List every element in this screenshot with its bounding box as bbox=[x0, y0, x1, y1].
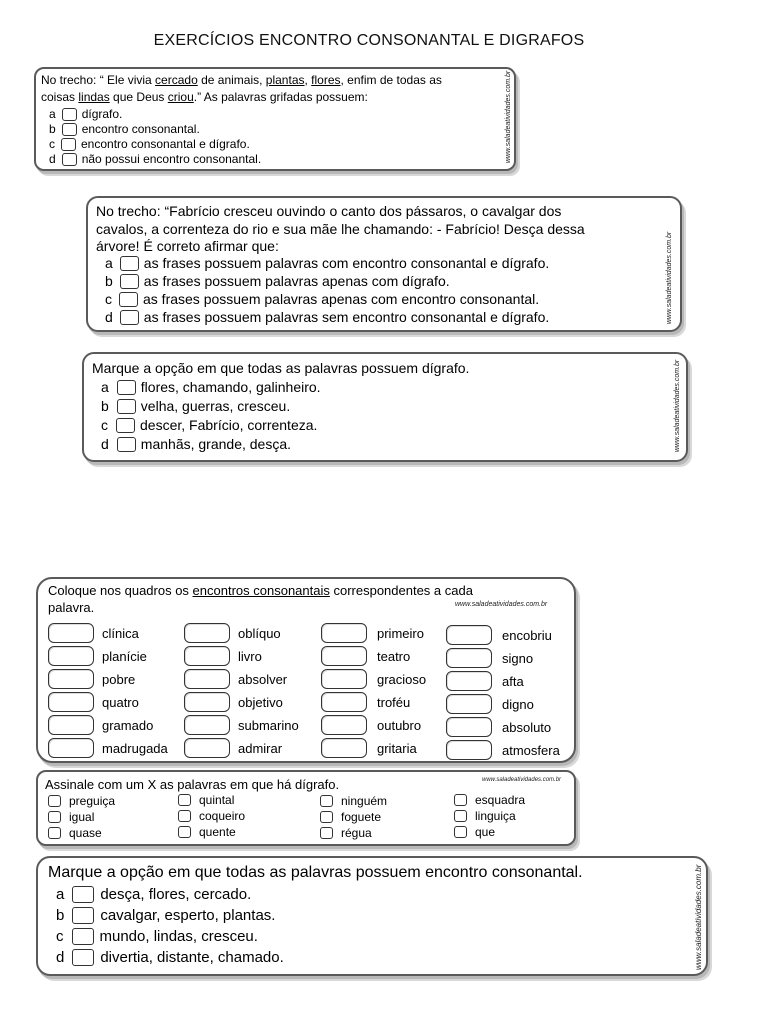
q6-option-c[interactable] bbox=[56, 928, 258, 945]
word-label: foguete bbox=[341, 810, 382, 824]
word-row bbox=[454, 793, 525, 807]
q1-word-cercado: cercado bbox=[155, 73, 198, 87]
word-row bbox=[446, 671, 524, 691]
answer-box[interactable] bbox=[446, 694, 492, 714]
watermark: www.saladeatividades.com.br bbox=[666, 231, 673, 324]
q3-option-d[interactable] bbox=[101, 436, 291, 452]
option-text: não possui encontro consonantal. bbox=[81, 152, 262, 166]
option-text: mundo, lindas, cresceu. bbox=[99, 928, 258, 945]
q1-line-2 bbox=[41, 90, 368, 104]
answer-box[interactable] bbox=[446, 671, 492, 691]
q3-option-a[interactable] bbox=[101, 379, 321, 395]
word-row bbox=[48, 810, 94, 824]
word-label: objetivo bbox=[238, 694, 283, 710]
answer-checkbox[interactable] bbox=[120, 256, 139, 271]
word-row bbox=[184, 692, 283, 712]
answer-checkbox[interactable] bbox=[72, 886, 94, 903]
word-label: pobre bbox=[102, 671, 136, 687]
option-letter: b bbox=[105, 273, 113, 289]
answer-box[interactable] bbox=[446, 625, 492, 645]
word-label: ninguém bbox=[341, 794, 388, 808]
q4-prompt-line-1 bbox=[48, 583, 473, 598]
option-letter: a bbox=[105, 255, 113, 271]
word-row bbox=[48, 623, 139, 643]
option-letter: b bbox=[49, 122, 56, 136]
answer-box[interactable] bbox=[184, 715, 230, 735]
word-label: madrugada bbox=[102, 740, 168, 756]
answer-checkbox[interactable] bbox=[48, 827, 61, 839]
word-label: gramado bbox=[102, 717, 154, 733]
q2-line-3: árvore! É correto afirmar que: bbox=[96, 238, 279, 254]
q1-line-1 bbox=[41, 73, 442, 87]
word-label: troféu bbox=[377, 694, 411, 710]
q4-text: correspondentes a cada bbox=[329, 583, 473, 598]
answer-checkbox[interactable] bbox=[62, 108, 77, 121]
word-row bbox=[321, 623, 424, 643]
word-row bbox=[48, 692, 139, 712]
word-row bbox=[446, 648, 533, 668]
answer-checkbox[interactable] bbox=[48, 811, 61, 823]
option-text: descer, Fabrício, correnteza. bbox=[140, 417, 318, 433]
option-letter: a bbox=[56, 886, 65, 903]
word-label: clínica bbox=[102, 625, 139, 641]
answer-box[interactable] bbox=[446, 648, 492, 668]
q4-prompt-line-2: palavra. bbox=[48, 600, 95, 615]
option-text: flores, chamando, galinheiro. bbox=[140, 379, 321, 395]
answer-checkbox[interactable] bbox=[320, 795, 333, 807]
option-text: manhãs, grande, desça. bbox=[140, 436, 292, 452]
watermark: www.saladeatividades.com.br bbox=[674, 359, 681, 452]
word-label: gracioso bbox=[377, 671, 427, 687]
word-row bbox=[184, 715, 299, 735]
answer-checkbox[interactable] bbox=[62, 123, 77, 136]
word-label: quintal bbox=[199, 793, 235, 807]
question-3-box bbox=[82, 352, 688, 462]
q1-option-c[interactable] bbox=[49, 137, 250, 151]
word-label: digno bbox=[502, 696, 534, 712]
option-letter: b bbox=[101, 398, 109, 414]
word-row bbox=[48, 794, 115, 808]
option-text: cavalgar, esperto, plantas. bbox=[100, 907, 276, 924]
answer-checkbox[interactable] bbox=[116, 418, 135, 433]
word-label: coqueiro bbox=[199, 809, 246, 823]
watermark: www.saladeatividades.com.br bbox=[505, 70, 512, 163]
q6-option-b[interactable] bbox=[56, 907, 275, 924]
word-label: atmosfera bbox=[502, 742, 560, 758]
answer-checkbox[interactable] bbox=[178, 794, 191, 806]
q1-text: , bbox=[304, 73, 312, 87]
word-label: submarino bbox=[238, 717, 299, 733]
question-6-box bbox=[36, 856, 708, 976]
answer-checkbox[interactable] bbox=[320, 827, 333, 839]
q1-text: , enfim de todas as bbox=[340, 73, 442, 87]
word-row bbox=[321, 738, 417, 758]
answer-checkbox[interactable] bbox=[61, 138, 76, 151]
answer-box[interactable] bbox=[48, 669, 94, 689]
word-label: encobriu bbox=[502, 627, 552, 643]
word-label: teatro bbox=[377, 648, 411, 664]
answer-checkbox[interactable] bbox=[454, 810, 467, 822]
option-letter: c bbox=[56, 928, 64, 945]
option-text: as frases possuem palavras com encontro consonantal e dígrafo. bbox=[143, 255, 550, 271]
option-letter: d bbox=[101, 436, 109, 452]
option-letter: c bbox=[105, 291, 112, 307]
q2-option-c[interactable] bbox=[105, 291, 539, 307]
word-row bbox=[178, 793, 234, 807]
word-label: oblíquo bbox=[238, 625, 281, 641]
answer-checkbox[interactable] bbox=[119, 292, 138, 307]
option-text: dígrafo. bbox=[81, 107, 123, 121]
option-text: velha, guerras, cresceu. bbox=[140, 398, 291, 414]
option-letter: d bbox=[56, 949, 65, 966]
q1-word-lindas: lindas bbox=[78, 90, 110, 104]
word-row bbox=[320, 794, 387, 808]
word-row bbox=[184, 623, 281, 643]
q1-word-plantas: plantas bbox=[265, 73, 305, 87]
word-row bbox=[321, 715, 421, 735]
q2-option-d[interactable] bbox=[105, 309, 549, 325]
word-row bbox=[48, 669, 135, 689]
word-row bbox=[48, 826, 102, 840]
q1-text: coisas bbox=[41, 90, 79, 104]
word-label: igual bbox=[69, 810, 95, 824]
answer-checkbox[interactable] bbox=[178, 826, 191, 838]
word-row bbox=[184, 646, 262, 666]
q2-line-2: cavalos, a correnteza do rio e sua mãe lhe chamando: - Fabrício! Desça dessa bbox=[96, 221, 585, 237]
option-text: as frases possuem palavras apenas com dígrafo. bbox=[143, 273, 450, 289]
option-text: encontro consonantal e dígrafo. bbox=[81, 137, 250, 151]
option-letter: a bbox=[101, 379, 109, 395]
word-row bbox=[48, 715, 153, 735]
watermark: www.saladeatividades.com.br bbox=[694, 864, 703, 970]
answer-box[interactable] bbox=[321, 715, 367, 735]
answer-box[interactable] bbox=[184, 692, 230, 712]
q1-text: de animais, bbox=[197, 73, 266, 87]
q2-line-1: No trecho: “Fabrício cresceu ouvindo o canto dos pássaros, o cavalgar dos bbox=[96, 203, 562, 219]
q2-option-a[interactable] bbox=[105, 255, 549, 271]
word-row bbox=[321, 669, 426, 689]
answer-box[interactable] bbox=[48, 692, 94, 712]
q1-text: .” As palavras grifadas possuem: bbox=[193, 90, 368, 104]
q1-option-a[interactable] bbox=[49, 107, 122, 121]
answer-box[interactable] bbox=[321, 646, 367, 666]
q1-option-d[interactable] bbox=[49, 152, 261, 166]
option-letter: c bbox=[101, 417, 108, 433]
word-row bbox=[446, 717, 551, 737]
answer-box[interactable] bbox=[321, 623, 367, 643]
word-row bbox=[454, 809, 516, 823]
answer-checkbox[interactable] bbox=[178, 810, 191, 822]
question-2-box bbox=[86, 196, 682, 332]
answer-box[interactable] bbox=[321, 669, 367, 689]
answer-box[interactable] bbox=[321, 738, 367, 758]
answer-checkbox[interactable] bbox=[72, 949, 94, 966]
answer-box[interactable] bbox=[48, 623, 94, 643]
option-letter: a bbox=[49, 107, 56, 121]
question-4-box bbox=[36, 577, 576, 763]
q1-word-flores: flores bbox=[311, 73, 341, 87]
word-row bbox=[178, 825, 236, 839]
word-row bbox=[446, 625, 552, 645]
q1-word-criou: criou bbox=[167, 90, 194, 104]
word-label: quase bbox=[69, 826, 102, 840]
q4-underlined-term: encontros consonantais bbox=[192, 583, 330, 598]
answer-checkbox[interactable] bbox=[62, 153, 77, 166]
q6-prompt: Marque a opção em que todas as palavras possuem encontro consonantal. bbox=[48, 864, 583, 881]
word-label: signo bbox=[502, 650, 534, 666]
answer-box[interactable] bbox=[48, 646, 94, 666]
answer-checkbox[interactable] bbox=[454, 794, 467, 806]
q4-text: Coloque nos quadros os bbox=[48, 583, 193, 598]
word-label: que bbox=[475, 825, 496, 839]
word-label: admirar bbox=[238, 740, 283, 756]
answer-checkbox[interactable] bbox=[72, 907, 94, 924]
q1-option-b[interactable] bbox=[49, 122, 200, 136]
word-label: outubro bbox=[377, 717, 422, 733]
question-1-box bbox=[34, 67, 516, 171]
option-letter: b bbox=[56, 907, 65, 924]
option-text: encontro consonantal. bbox=[81, 122, 200, 136]
word-label: quatro bbox=[102, 694, 139, 710]
word-label: esquadra bbox=[475, 793, 526, 807]
q6-option-d[interactable] bbox=[56, 949, 284, 966]
word-row bbox=[178, 809, 245, 823]
word-row bbox=[320, 826, 372, 840]
q6-option-a[interactable] bbox=[56, 886, 251, 903]
answer-checkbox[interactable] bbox=[320, 811, 333, 823]
answer-box[interactable] bbox=[184, 738, 230, 758]
word-label: absoluto bbox=[502, 719, 552, 735]
word-row bbox=[446, 740, 560, 760]
word-label: quente bbox=[199, 825, 236, 839]
option-letter: d bbox=[105, 309, 113, 325]
option-text: as frases possuem palavras apenas com encontro consonantal. bbox=[143, 291, 540, 307]
word-row bbox=[48, 738, 168, 758]
answer-box[interactable] bbox=[321, 692, 367, 712]
answer-box[interactable] bbox=[184, 669, 230, 689]
answer-box[interactable] bbox=[184, 646, 230, 666]
answer-box[interactable] bbox=[48, 738, 94, 758]
option-text: as frases possuem palavras sem encontro consonantal e dígrafo. bbox=[143, 309, 550, 325]
answer-checkbox[interactable] bbox=[117, 437, 136, 452]
word-label: régua bbox=[341, 826, 372, 840]
word-label: gritaria bbox=[377, 740, 417, 756]
option-letter: d bbox=[49, 152, 56, 166]
answer-checkbox[interactable] bbox=[117, 380, 136, 395]
question-5-box bbox=[36, 770, 576, 846]
word-label: primeiro bbox=[377, 625, 424, 641]
word-row bbox=[454, 825, 495, 839]
page-title: EXERCÍCIOS ENCONTRO CONSONANTAL E DIGRAFOS bbox=[153, 32, 585, 49]
word-row bbox=[446, 694, 534, 714]
word-label: planície bbox=[102, 648, 147, 664]
word-label: linguiça bbox=[475, 809, 516, 823]
word-row bbox=[184, 738, 282, 758]
q1-text: No trecho: “ Ele vivia bbox=[41, 73, 156, 87]
word-row bbox=[320, 810, 381, 824]
watermark: www.saladeatividades.com.br bbox=[482, 777, 562, 783]
answer-checkbox[interactable] bbox=[120, 274, 139, 289]
q3-option-b[interactable] bbox=[101, 398, 290, 414]
answer-box[interactable] bbox=[446, 740, 492, 760]
q1-text: que Deus bbox=[109, 90, 168, 104]
answer-checkbox[interactable] bbox=[48, 795, 61, 807]
q3-option-c[interactable] bbox=[101, 417, 317, 433]
word-label: livro bbox=[238, 648, 262, 664]
answer-checkbox[interactable] bbox=[454, 826, 467, 838]
answer-checkbox[interactable] bbox=[72, 928, 94, 945]
option-text: divertia, distante, chamado. bbox=[100, 949, 284, 966]
word-row bbox=[48, 646, 147, 666]
q2-option-b[interactable] bbox=[105, 273, 450, 289]
word-row bbox=[321, 692, 410, 712]
answer-box[interactable] bbox=[446, 717, 492, 737]
word-label: absolver bbox=[238, 671, 288, 687]
answer-checkbox[interactable] bbox=[120, 310, 139, 325]
option-letter: c bbox=[49, 137, 55, 151]
answer-checkbox[interactable] bbox=[117, 399, 136, 414]
answer-box[interactable] bbox=[184, 623, 230, 643]
watermark: www.saladeatividades.com.br bbox=[455, 601, 548, 608]
q5-prompt: Assinale com um X as palavras em que há dígrafo. bbox=[45, 777, 340, 792]
answer-box[interactable] bbox=[48, 715, 94, 735]
word-label: afta bbox=[502, 673, 524, 689]
word-label: preguiça bbox=[69, 794, 116, 808]
q3-prompt: Marque a opção em que todas as palavras possuem dígrafo. bbox=[92, 360, 470, 376]
word-row bbox=[184, 669, 287, 689]
word-row bbox=[321, 646, 410, 666]
option-text: desça, flores, cercado. bbox=[100, 886, 252, 903]
